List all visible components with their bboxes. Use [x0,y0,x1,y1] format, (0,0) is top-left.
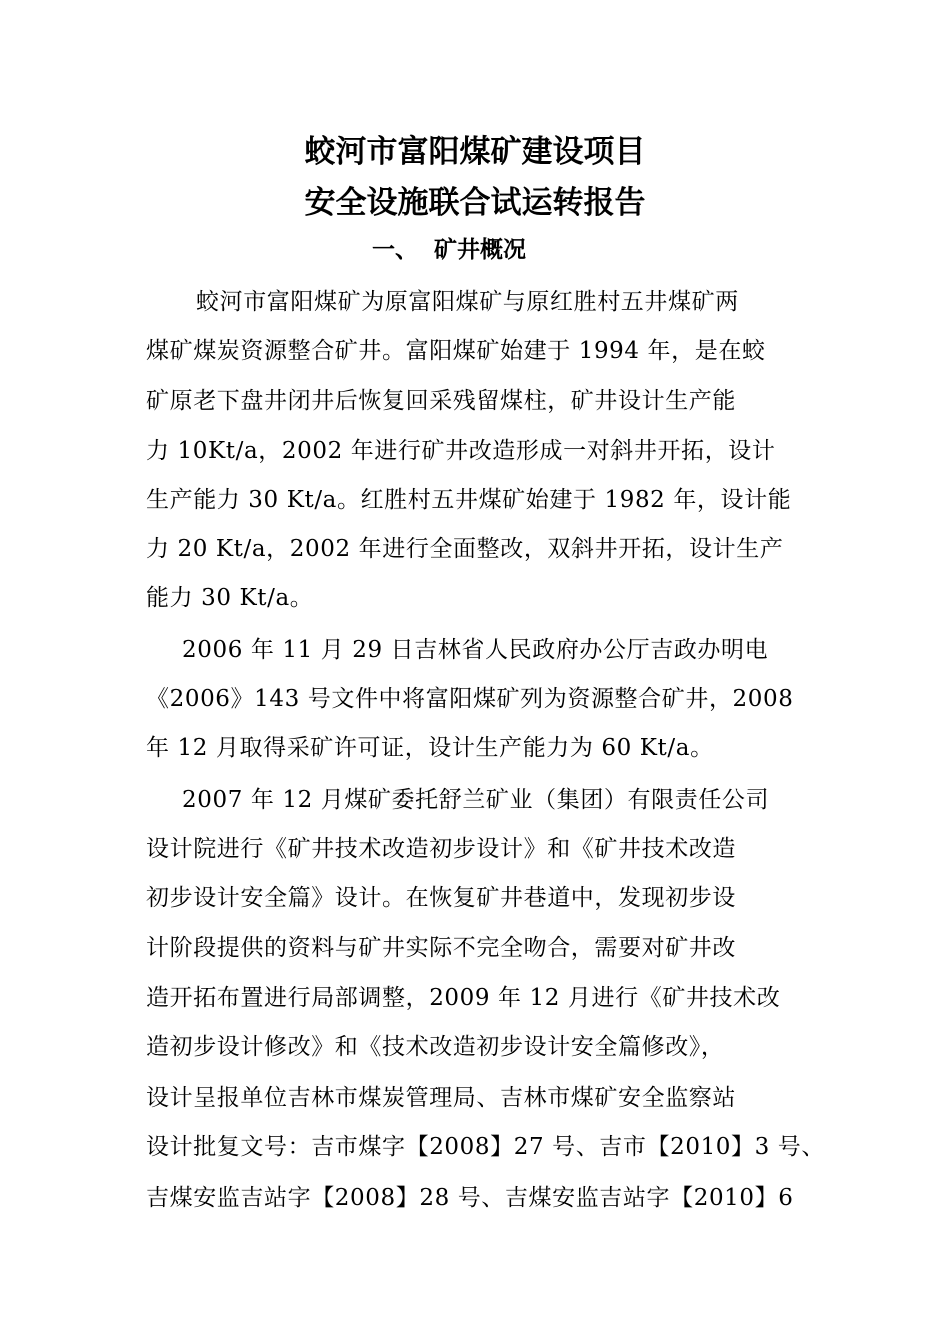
section-heading-mine-overview: 一、 矿井概况 [372,237,527,263]
body-text-line: 造开拓布置进行局部调整，2009 年 12 月进行《矿井技术改 [146,985,781,1011]
body-text-line: 能力 30 Kt/a。 [146,585,314,611]
body-text-line: 设计院进行《矿井技术改造初步设计》和《矿井技术改造 [146,836,736,862]
body-text-line: 力 10Kt/a，2002 年进行矿井改造形成一对斜井开拓，设计 [146,438,776,464]
body-text-line: 吉煤安监吉站字【2008】28 号、吉煤安监吉站字【2010】6 [146,1185,794,1211]
body-text-line: 计阶段提供的资料与矿井实际不完全吻合，需要对矿井改 [146,935,736,961]
document-title-line-1: 蛟河市富阳煤矿建设项目 [304,134,646,170]
body-text-line: 设计呈报单位吉林市煤炭管理局、吉林市煤矿安全监察站 [146,1085,736,1111]
body-text-line: 初步设计安全篇》设计。在恢复矿井巷道中，发现初步设 [146,885,736,911]
body-text-line: 力 20 Kt/a，2002 年进行全面整改，双斜井开拓，设计生产 [146,536,784,562]
body-text-line: 蛟河市富阳煤矿为原富阳煤矿与原红胜村五井煤矿两 [196,289,739,315]
body-text-line: 2007 年 12 月煤矿委托舒兰矿业（集团）有限责任公司 [182,787,770,813]
body-text-line: 煤矿煤炭资源整合矿井。富阳煤矿始建于 1994 年，是在蛟 [146,338,766,364]
document-title-line-2: 安全设施联合试运转报告 [304,185,646,221]
body-text-line: 生产能力 30 Kt/a。红胜村五井煤矿始建于 1982 年，设计能 [146,487,792,513]
body-text-line: 年 12 月取得采矿许可证，设计生产能力为 60 Kt/a。 [146,735,714,761]
body-text-line: 矿原老下盘井闭井后恢复回采残留煤柱，矿井设计生产能 [146,388,736,414]
body-text-line: 《2006》143 号文件中将富阳煤矿列为资源整合矿井，2008 [146,686,794,712]
body-text-line: 设计批复文号：吉市煤字【2008】27 号、吉市【2010】3 号、 [146,1134,825,1160]
body-text-line: 2006 年 11 月 29 日吉林省人民政府办公厅吉政办明电 [182,637,769,663]
body-text-line: 造初步设计修改》和《技术改造初步设计安全篇修改》， [146,1034,725,1060]
